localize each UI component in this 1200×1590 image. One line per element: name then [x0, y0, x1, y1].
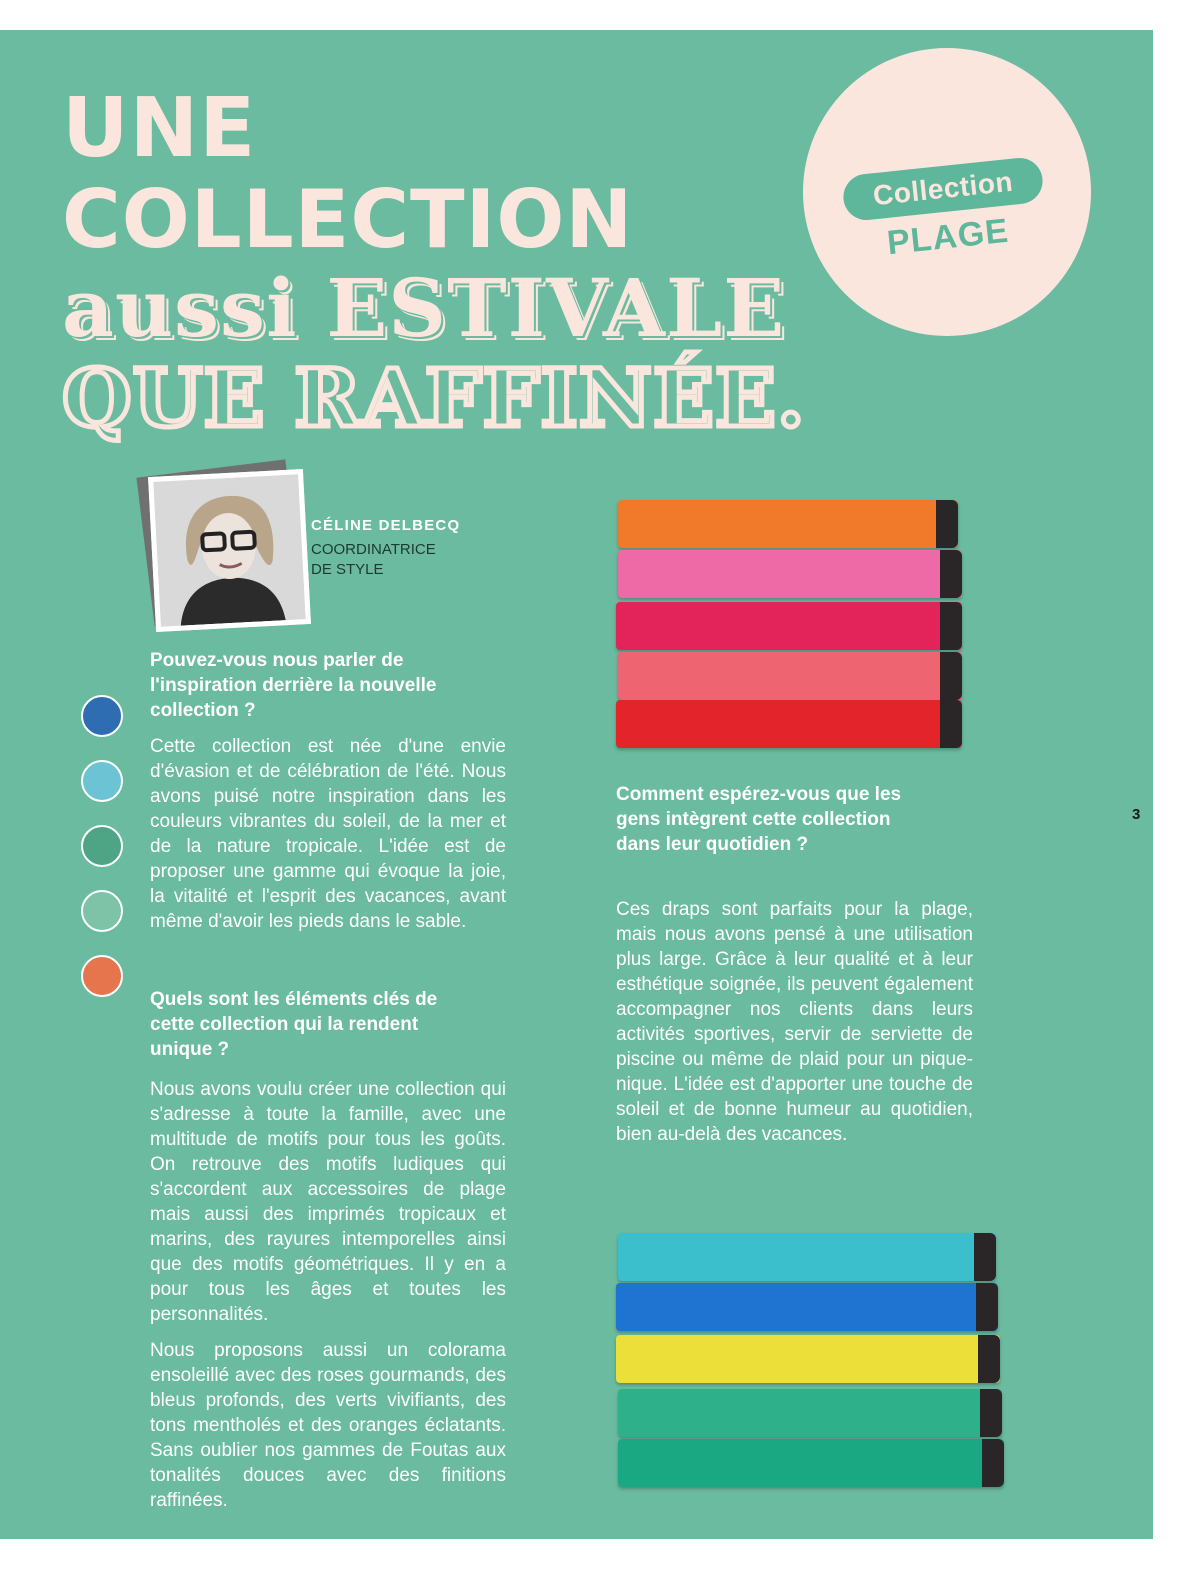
towel-red: [616, 700, 962, 748]
towel-raspberry: [616, 602, 962, 650]
badge-label: Collection: [841, 156, 1045, 223]
answer-2: Nous avons voulu créer une collection qui s'adresse à toute la famille, avec une multitude de motifs pour tous les goûts. On retrouve des motifs ludiques qui s'accordent aux accessoires de plage mais aussi des imprimés tropicaux et marins, des rayures intemporelles ainsi que des motifs géométriques. Il y en a pour tous les âges et toutes les personnalités.: [150, 1079, 506, 1325]
page-background: [0, 30, 1153, 1539]
question-3: Comment espérez-vous que les gens intègrent cette collection dans leur quotidien ?: [616, 784, 902, 855]
towel-turquoise: [618, 1233, 996, 1281]
towel-coral: [618, 652, 962, 700]
towel-blue: [616, 1283, 998, 1331]
question-1: Pouvez-vous nous parler de l'inspiration derrière la nouvelle collection ?: [150, 650, 437, 721]
towel-stack-warm: [614, 500, 964, 750]
towel-pink: [618, 550, 962, 598]
color-swatch-orange: [81, 955, 123, 997]
question-2: Quels sont les éléments clés de cette collection qui la rendent unique ?: [150, 989, 438, 1060]
headline-line-3: aussi ESTIVALE: [62, 261, 786, 355]
headline: [62, 81, 806, 445]
headline-line-2: COLLECTION: [62, 173, 634, 266]
towel-emerald: [618, 1439, 1004, 1487]
author-role-line-1: COORDINATRICE: [311, 541, 436, 558]
headline-line-1: UNE: [62, 81, 257, 176]
author-portrait: [148, 469, 311, 632]
badge-subtitle: PLAGE: [885, 211, 1011, 263]
color-swatch-mint: [81, 890, 123, 932]
answer-2b: Nous proposons aussi un colorama ensoleillé avec des roses gourmands, des bleus profonds, des verts vivifiants, des tons mentholés et des oranges éclatants. Sans oublier nos gammes de Foutas aux tonalités douces avec des finitions raffinées.: [150, 1340, 506, 1511]
towel-stack-cool: [616, 1233, 1008, 1498]
answer-3: Ces draps sont parfaits pour la plage, mais nous avons pensé à une utilisation plus large. Grâce à leur qualité et à leur esthétique soignée, ils peuvent également accompagner nos clients dans leurs activités sportives, servir de serviette de piscine ou même de plaid pour un pique-nique. L'idée est d'apporter une touche de soleil et de bonne humeur au quotidien, bien au-delà des vacances.: [616, 899, 973, 1145]
person-photo-icon: [153, 474, 305, 626]
color-swatch-blue: [81, 695, 123, 737]
color-swatch-green: [81, 825, 123, 867]
page-number: 3: [1132, 806, 1141, 823]
towel-green: [618, 1389, 1002, 1437]
collection-badge: [803, 48, 1091, 336]
towel-orange: [618, 500, 958, 548]
headline-line-4: QUE RAFFINÉE.: [62, 351, 806, 445]
author-role-line-2: DE STYLE: [311, 561, 384, 578]
author-role: [311, 540, 461, 580]
towel-yellow: [616, 1335, 1000, 1383]
color-swatch-light-blue: [81, 760, 123, 802]
author-name: CÉLINE DELBECQ: [311, 517, 461, 534]
answer-1: Cette collection est née d'une envie d'évasion et de célébration de l'été. Nous avons puisé notre inspiration dans les couleurs vibrantes du soleil, de la mer et de la nature tropicale. L'idée est de proposer une gamme qui évoque la joie, la vitalité et l'esprit des vacances, avant même d'avoir les pieds dans le sable.: [150, 736, 506, 932]
